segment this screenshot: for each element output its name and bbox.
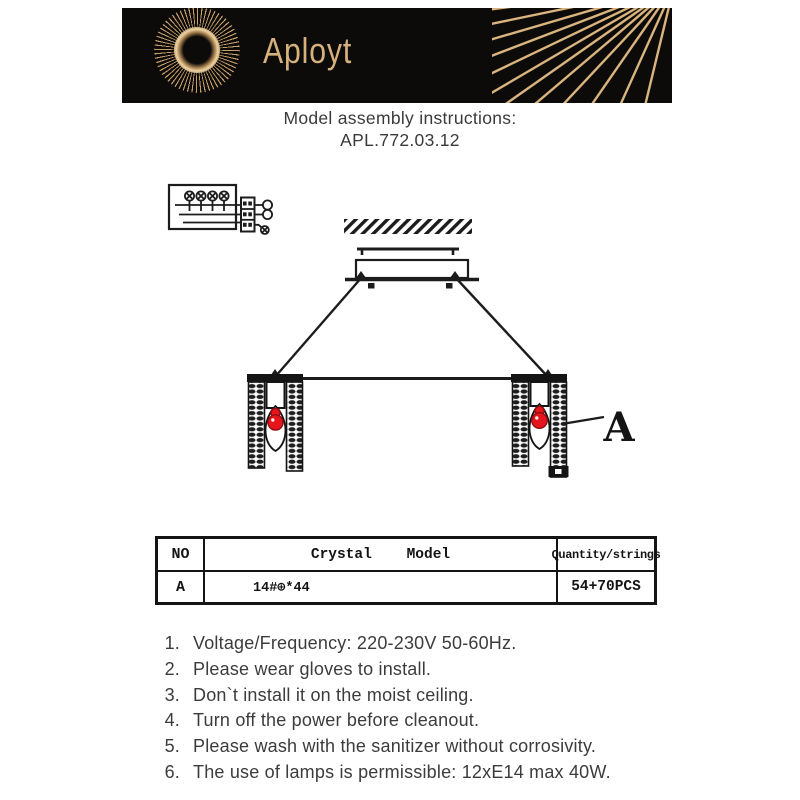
list-item-text: Voltage/Frequency: 220-230V 50-60Hz.	[193, 633, 517, 653]
list-item-text: The use of lamps is permissible: 12xE14 max 40W.	[193, 761, 611, 782]
list-item-number: 4.	[164, 710, 180, 731]
detail-callout	[562, 404, 635, 451]
list-item-number: 1.	[164, 633, 180, 653]
list-item	[158, 657, 698, 683]
list-item-number: 5.	[164, 736, 180, 757]
crystal-lamp-right-icon	[511, 374, 569, 477]
screw-terminals-icon	[185, 191, 229, 211]
brand-banner	[122, 8, 672, 103]
model-number: APL.772.03.12	[340, 130, 460, 150]
list-item-number: 6.	[164, 761, 180, 782]
assembly-diagram	[140, 170, 680, 520]
suspension-cables-icon	[269, 277, 554, 378]
canopy-icon	[345, 260, 479, 289]
table-header-model: Crystal Model	[205, 539, 558, 572]
brand-wordmark: Aployt	[263, 30, 353, 71]
list-item	[158, 760, 698, 786]
table-header-quantity: Quantity/strings	[558, 539, 654, 572]
mounting-bar-icon	[357, 249, 459, 255]
list-item-text: Turn off the power before cleanout.	[193, 710, 480, 731]
list-item	[158, 631, 698, 657]
gold-rays-icon	[492, 8, 672, 103]
crystal-lamp-left-icon	[247, 374, 303, 471]
page-title: Model assembly instructions:	[283, 108, 517, 128]
table-cell-quantity: 54+70PCS	[571, 579, 641, 595]
list-item-text: Please wear gloves to install.	[193, 658, 432, 679]
list-item-text: Please wash with the sanitizer without corrosivity.	[193, 736, 597, 757]
wiring-junction-box-icon	[169, 185, 272, 234]
table-cell-no: A	[158, 572, 205, 602]
list-item-number: 3.	[164, 684, 180, 705]
table-cell-model: 14#⊕*44	[205, 572, 558, 602]
table-header-no: NO	[158, 539, 205, 572]
ceiling-hatch-icon	[344, 219, 472, 234]
list-item	[158, 708, 698, 734]
title-block	[0, 107, 800, 151]
callout-label: A	[603, 404, 635, 451]
list-item-text: Don`t install it on the moist ceiling.	[193, 684, 474, 705]
list-item-number: 2.	[164, 658, 180, 679]
sunburst-core-icon	[174, 27, 220, 73]
list-item	[158, 734, 698, 760]
instructions-list	[158, 631, 698, 786]
terminal-block-icon	[241, 198, 255, 232]
list-item	[158, 683, 698, 709]
parts-table	[155, 536, 661, 605]
